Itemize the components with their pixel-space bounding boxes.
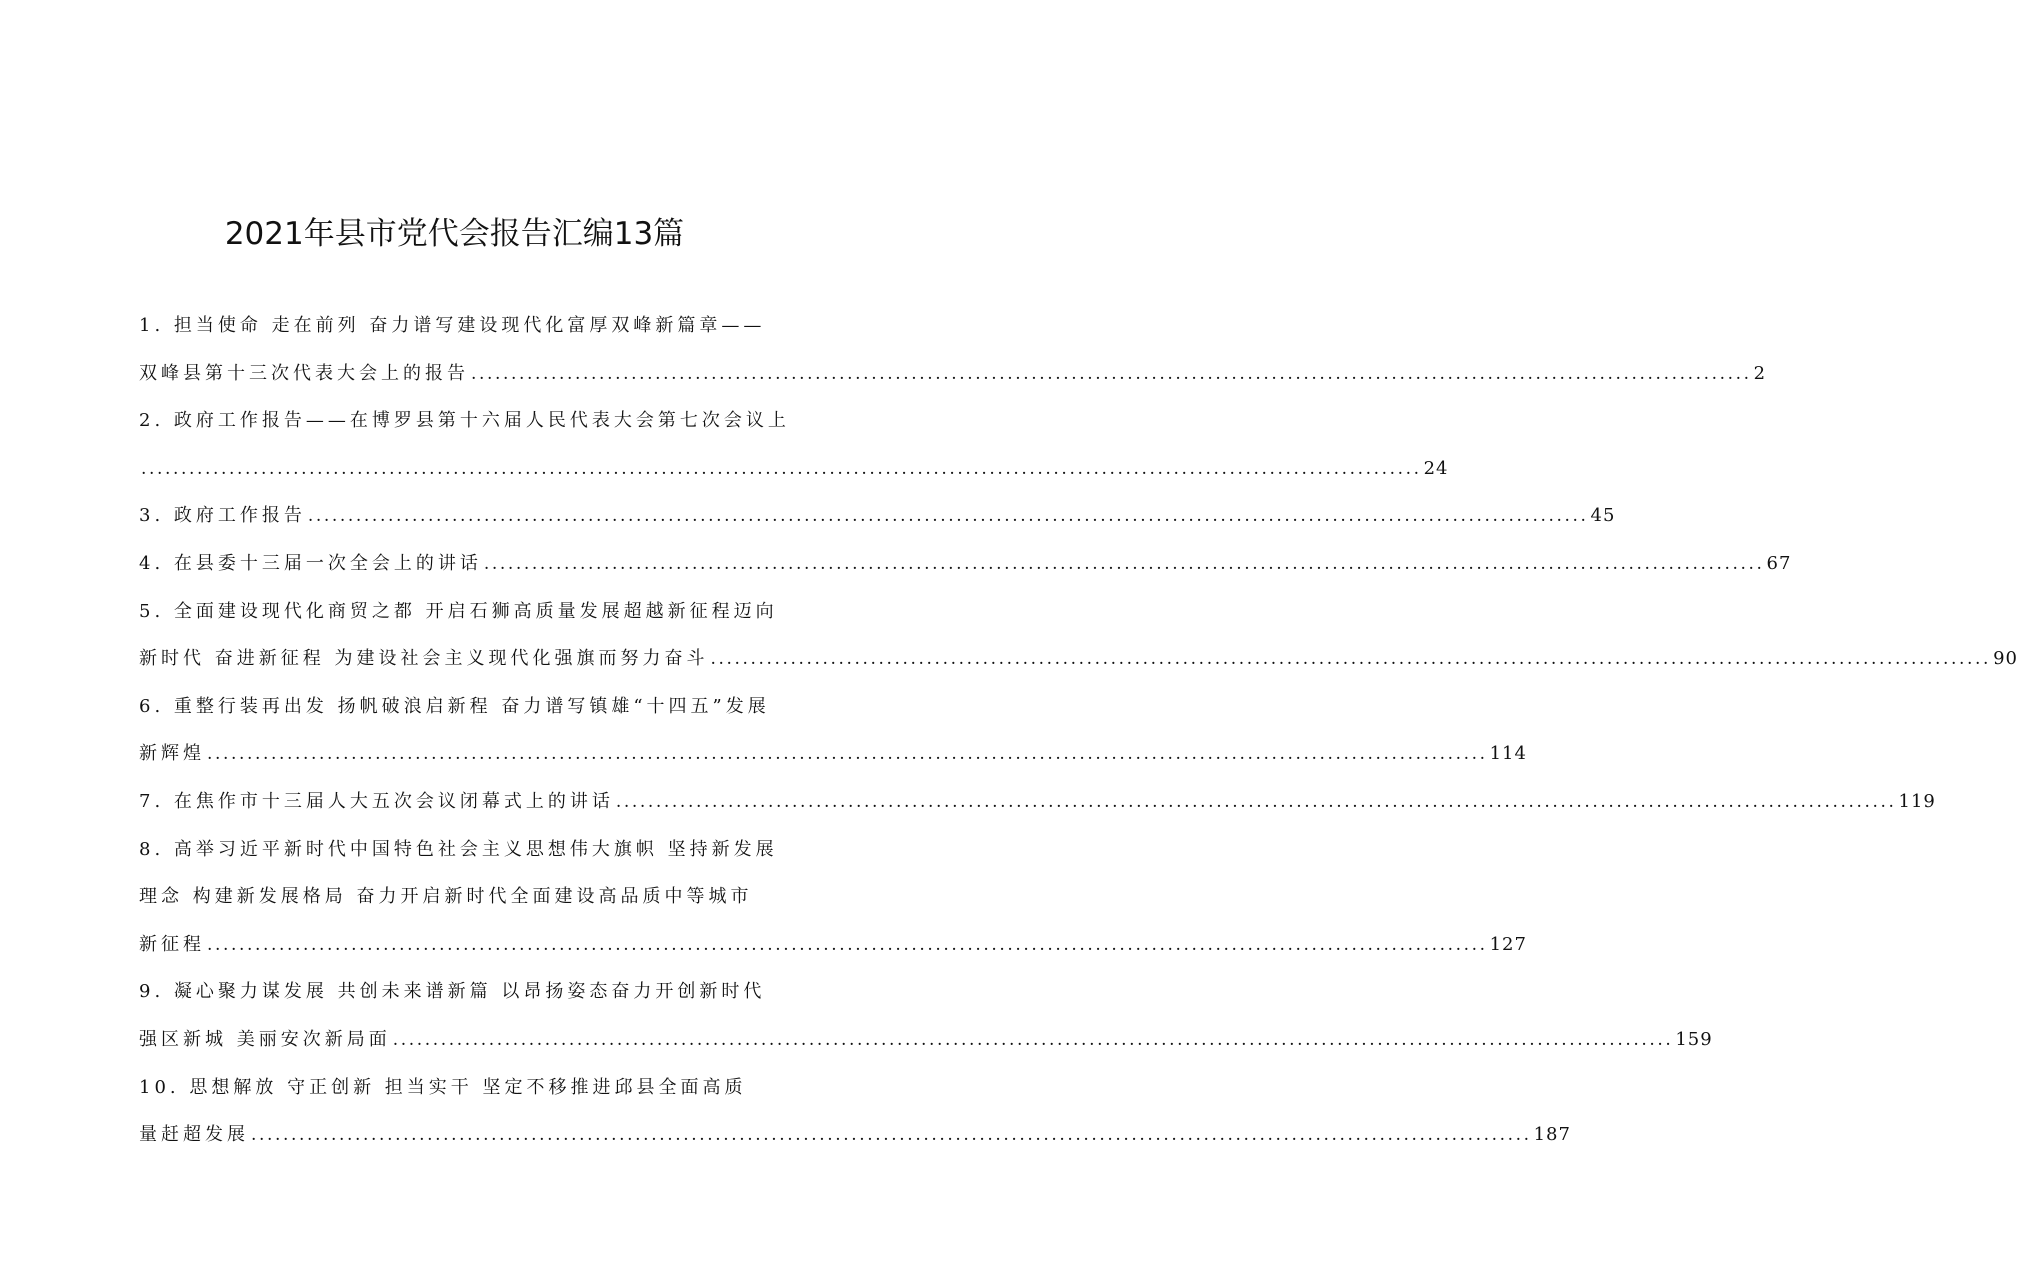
toc-page-number: 127 [1489, 934, 1527, 955]
toc-dot-leader: ................................................................................................................................................................ [615, 792, 1897, 812]
toc-entry-line-with-page [139, 741, 1527, 767]
toc-page-number: 187 [1533, 1124, 1571, 1145]
toc-entry-line [139, 1075, 771, 1101]
toc-page-number: 2 [1753, 363, 1767, 384]
toc-entry-line [139, 408, 790, 434]
toc-entry-text: 1. 担当使命 走在前列 奋力谱写建设现代化富厚双峰新篇章—— [139, 315, 766, 336]
toc-entry-text: 新征程 [139, 934, 205, 955]
toc-entry-text: 3. 政府工作报告 [139, 505, 306, 526]
toc-entry-text: 10. 思想解放 守正创新 担当实干 坚定不移推进邱县全面高质 [139, 1077, 747, 1098]
toc-page-number: 90 [1993, 648, 2018, 669]
toc-page-number: 24 [1423, 458, 1449, 479]
toc-dot-leader: ................................................................................................................................................................ [251, 1125, 1532, 1145]
toc-entry-line-with-page [139, 932, 1527, 958]
toc-entry-line-with-page [139, 503, 1616, 529]
toc-entry-line-with-page [139, 646, 2018, 672]
toc-dot-leader: ................................................................................................................................................................ [141, 459, 1422, 479]
toc-entry-line [139, 599, 778, 625]
toc-entry-text: 6. 重整行装再出发 扬帆破浪启新程 奋力谱写镇雄“十四五”发展 [139, 696, 770, 717]
toc-entry-line-with-page [139, 789, 1936, 815]
toc-entry-line [139, 837, 778, 863]
toc-entry-line-with-page [139, 361, 1767, 387]
toc-entry-line-with-page [139, 551, 1792, 577]
toc-page-number: 45 [1590, 505, 1616, 526]
toc-entry-text: 新时代 奋进新征程 为建设社会主义现代化强旗而努力奋斗 [139, 648, 709, 669]
toc-entry-text: 理念 构建新发展格局 奋力开启新时代全面建设高品质中等城市 [139, 886, 753, 907]
toc-entry-text: 4. 在县委十三届一次全会上的讲话 [139, 553, 482, 574]
toc-entry-text: 新辉煌 [139, 743, 205, 764]
toc-dot-leader: ................................................................................................................................................................ [392, 1030, 1674, 1050]
toc-dot-leader: ................................................................................................................................................................ [307, 506, 1589, 526]
toc-entry-text: 双峰县第十三次代表大会上的报告 [139, 363, 469, 384]
toc-entry-line [139, 884, 771, 910]
toc-dot-leader: ................................................................................................................................................................ [207, 935, 1488, 955]
toc-page-number: 67 [1766, 553, 1792, 574]
toc-entry-text: 9. 凝心聚力谋发展 共创未来谱新篇 以昂扬姿态奋力开创新时代 [139, 981, 766, 1002]
toc-entry-text: 8. 高举习近平新时代中国特色社会主义思想伟大旗帜 坚持新发展 [139, 839, 778, 860]
document-title: 2021年县市党代会报告汇编13篇 [224, 216, 685, 252]
toc-entry-line [139, 979, 771, 1005]
toc-dot-leader: ................................................................................................................................................................ [483, 554, 1765, 574]
toc-entry-line [139, 313, 771, 339]
toc-entry-line-with-page [139, 1027, 1713, 1053]
toc-page-number: 119 [1898, 791, 1936, 812]
toc-entry-text: 量赶超发展 [139, 1124, 249, 1145]
toc-entry-text: 7. 在焦作市十三届人大五次会议闭幕式上的讲话 [139, 791, 614, 812]
toc-entry-line [139, 694, 771, 720]
toc-page-number: 159 [1675, 1029, 1713, 1050]
toc-dot-leader: ................................................................................................................................................................ [207, 744, 1488, 764]
toc-dot-leader: ................................................................................................................................................................ [471, 364, 1752, 384]
toc-dot-leader: ................................................................................................................................................................ [710, 649, 1992, 669]
toc-entry-text: 2. 政府工作报告——在博罗县第十六届人民代表大会第七次会议上 [139, 410, 790, 431]
toc-entry-line-with-page [139, 456, 1449, 482]
toc-page-number: 114 [1489, 743, 1527, 764]
toc-entry-text: 5. 全面建设现代化商贸之都 开启石狮高质量发展超越新征程迈向 [139, 601, 778, 622]
toc-entry-text: 强区新城 美丽安次新局面 [139, 1029, 391, 1050]
toc-entry-line-with-page [139, 1122, 1571, 1148]
